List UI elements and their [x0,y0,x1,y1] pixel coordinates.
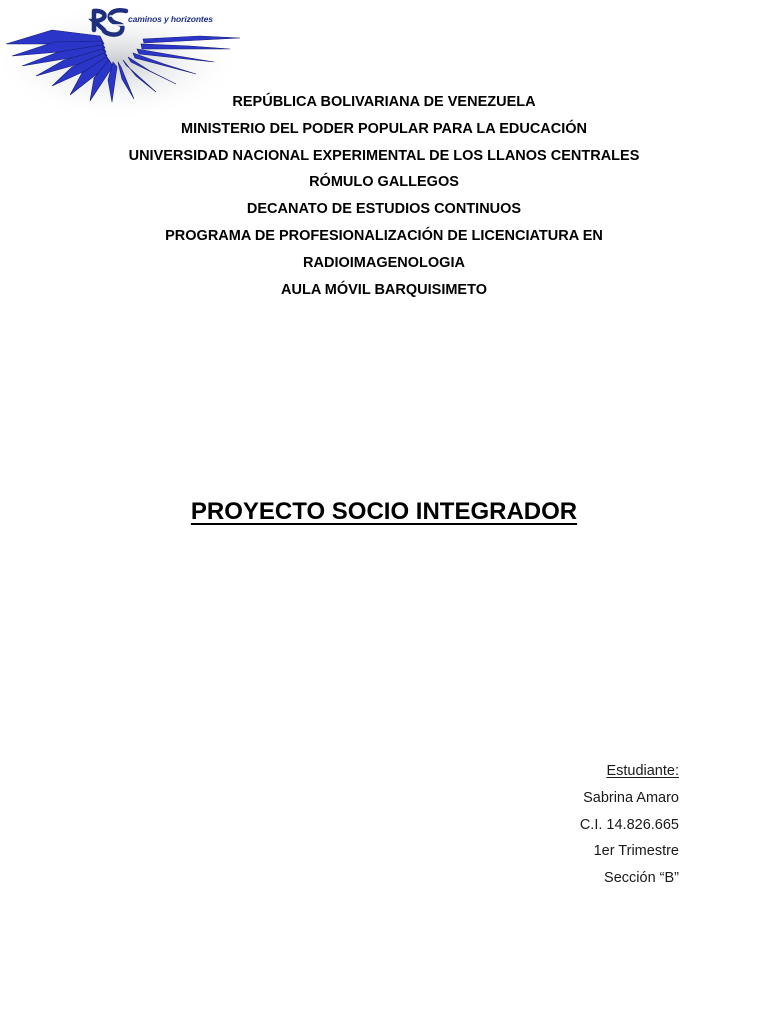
header-line-university-name: RÓMULO GALLEGOS [309,174,459,191]
student-term: 1er Trimestre [593,843,679,860]
header-line-campus: AULA MÓVIL BARQUISIMETO [281,281,487,298]
student-info [580,758,679,892]
student-label: Estudiante: [606,763,679,779]
header-line-deanery: DECANATO DE ESTUDIOS CONTINUOS [246,201,522,218]
student-name: Sabrina Amaro [583,789,679,806]
header-line-program: PROGRAMA DE PROFESIONALIZACIÓN DE LICENCIATURA EN [165,227,603,244]
header-line-ministry: MINISTERIO DEL PODER POPULAR PARA LA EDUCACIÓN [180,120,588,137]
header-line-republic: REPÚBLICA BOLIVARIANA DE VENEZUELA [232,94,536,110]
document-title: PROYECTO SOCIO INTEGRADOR [190,498,578,525]
header-line-program-name: RADIOIMAGENOLOGIA [303,254,465,271]
header-line-university: UNIVERSIDAD NACIONAL EXPERIMENTAL DE LOS LLANOS CENTRALES [128,147,640,164]
institution-header [0,89,768,303]
logo-text: caminos y horizontes [128,14,213,24]
student-section: Sección “B” [604,870,679,887]
student-id: C.I. 14.826.665 [579,816,679,833]
